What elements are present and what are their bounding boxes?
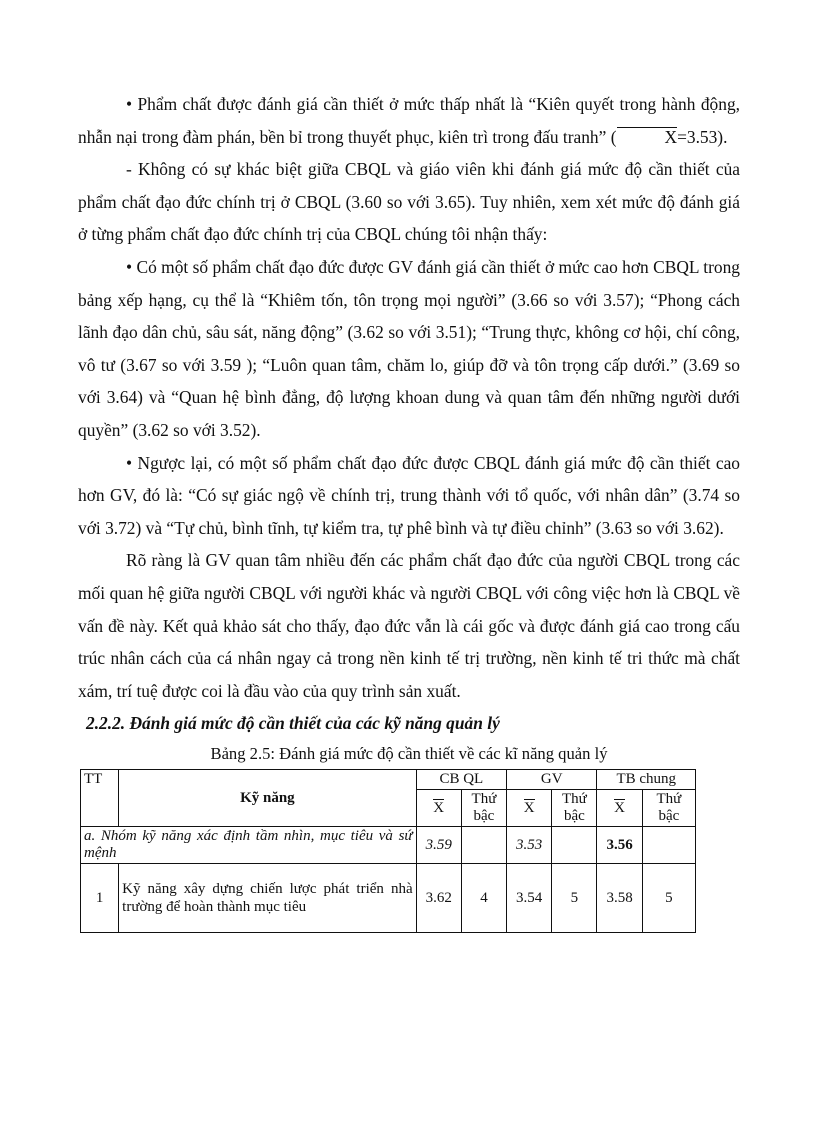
document-page bbox=[78, 88, 740, 933]
row-cbql-mean: 3.62 bbox=[416, 864, 461, 933]
subheader-tb-mean bbox=[597, 790, 642, 827]
rank-label-line2: bậc bbox=[473, 808, 495, 825]
table-row bbox=[81, 864, 696, 933]
table-group-row bbox=[81, 827, 696, 864]
header-cbql: CB QL bbox=[416, 770, 506, 790]
paragraph-text: • Phẩm chất được đánh giá cần thiết ở mức thấp nhất là “Kiên quyết trong hành động, nhẫn nại trong đàm phán, bền bỉ trong thuyết phục, kiên trì trong đấu tranh” ( bbox=[78, 94, 740, 147]
group-a-cbql-mean: 3.59 bbox=[416, 827, 461, 864]
row-gv-rank: 5 bbox=[552, 864, 597, 933]
skills-table bbox=[80, 769, 696, 933]
subheader-tb-rank bbox=[642, 790, 695, 827]
rank-label-line2: bậc bbox=[658, 808, 680, 825]
group-a-tb-rank bbox=[642, 827, 695, 864]
subheader-gv-mean bbox=[507, 790, 552, 827]
subheader-cbql-rank bbox=[461, 790, 506, 827]
header-tt: TT bbox=[81, 770, 119, 827]
row-tt: 1 bbox=[81, 864, 119, 933]
x-bar-symbol: X bbox=[614, 800, 626, 817]
subheader-gv-rank bbox=[552, 790, 597, 827]
rank-label-line1: Thứ bbox=[471, 791, 497, 808]
table-header-row bbox=[81, 770, 696, 790]
header-skill: Kỹ năng bbox=[119, 770, 416, 827]
row-cbql-rank: 4 bbox=[461, 864, 506, 933]
paragraph-no-difference: - Không có sự khác biệt giữa CBQL và giáo viên khi đánh giá mức độ cần thiết của phẩm chất đạo đức chính trị ở CBQL (3.60 so với 3.65). Tuy nhiên, xem xét mức độ đánh giá ở từng phẩm chất đạo đức chính trị của CBQL chúng tôi nhận thấy: bbox=[78, 159, 740, 245]
row-tb-rank: 5 bbox=[642, 864, 695, 933]
rank-label-line2: bậc bbox=[563, 808, 585, 825]
paragraph-conclusion: Rõ ràng là GV quan tâm nhiều đến các phẩm chất đạo đức của người CBQL trong các mối quan hệ giữa người CBQL với người khác và người CBQL với công việc hơn là CBQL về vấn đề này. Kết quả khảo sát cho thấy, đạo đức vẫn là cái gốc và được đánh giá cao trong cấu trúc nhân cách của cá nhân ngay cả trong nền kinh tế trị trường, nền kinh tế tri thức mà chất xám, trí tuệ được coi là đầu vào của quy trình sản xuất. bbox=[78, 550, 740, 701]
section-heading: 2.2.2. Đánh giá mức độ cần thiết của các kỹ năng quản lý bbox=[86, 713, 500, 734]
rank-label-line1: Thứ bbox=[656, 791, 682, 808]
row-gv-mean: 3.54 bbox=[507, 864, 552, 933]
table-caption: Bảng 2.5: Đánh giá mức độ cần thiết về các kĩ năng quản lý bbox=[210, 744, 608, 764]
paragraph-gv-higher: • Có một số phẩm chất đạo đức được GV đánh giá cần thiết ở mức cao hơn CBQL trong bảng xếp hạng, cụ thể là “Khiêm tốn, tôn trọng mọi người” (3.66 so với 3.57); “Phong cách lãnh đạo dân chủ, sâu sát, năng động” (3.62 so với 3.51); “Trung thực, không cơ hội, chí công, vô tư (3.67 so với 3.59 ); “Luôn quan tâm, chăm lo, giúp đỡ và tôn trọng cấp dưới.” (3.69 so với 3.64) và “Quan hệ bình đẳng, độ lượng khoan dung và quan tâm đến những người dưới quyền” (3.62 so với 3.52). bbox=[78, 256, 740, 440]
x-bar-symbol: X bbox=[617, 127, 678, 146]
subheader-cbql-mean bbox=[416, 790, 461, 827]
header-gv: GV bbox=[507, 770, 597, 790]
header-tb-chung: TB chung bbox=[597, 770, 696, 790]
paragraph-lowest-rated-quality bbox=[78, 88, 740, 153]
group-a-tb-mean: 3.56 bbox=[597, 827, 642, 864]
x-bar-symbol: X bbox=[523, 800, 535, 817]
row-skill: Kỹ năng xây dựng chiến lược phát triển nhà trường để hoàn thành mục tiêu bbox=[119, 864, 416, 933]
group-a-label: a. Nhóm kỹ năng xác định tầm nhìn, mục tiêu và sứ mệnh bbox=[81, 827, 417, 864]
row-tb-mean: 3.58 bbox=[597, 864, 642, 933]
rank-label-line1: Thứ bbox=[561, 791, 587, 808]
paragraph-text-tail: =3.53). bbox=[677, 126, 728, 147]
paragraph-cbql-higher: • Ngược lại, có một số phẩm chất đạo đức được CBQL đánh giá mức độ cần thiết cao hơn GV, đó là: “Có sự giác ngộ về chính trị, trung thành với tổ quốc, với nhân dân” (3.74 so với 3.72) và “Tự chủ, bình tĩnh, tự kiểm tra, tự phê bình và tự điều chỉnh” (3.63 so với 3.62). bbox=[78, 452, 740, 538]
group-a-cbql-rank bbox=[461, 827, 506, 864]
group-a-gv-rank bbox=[552, 827, 597, 864]
x-bar-symbol: X bbox=[433, 800, 445, 817]
group-a-gv-mean: 3.53 bbox=[507, 827, 552, 864]
